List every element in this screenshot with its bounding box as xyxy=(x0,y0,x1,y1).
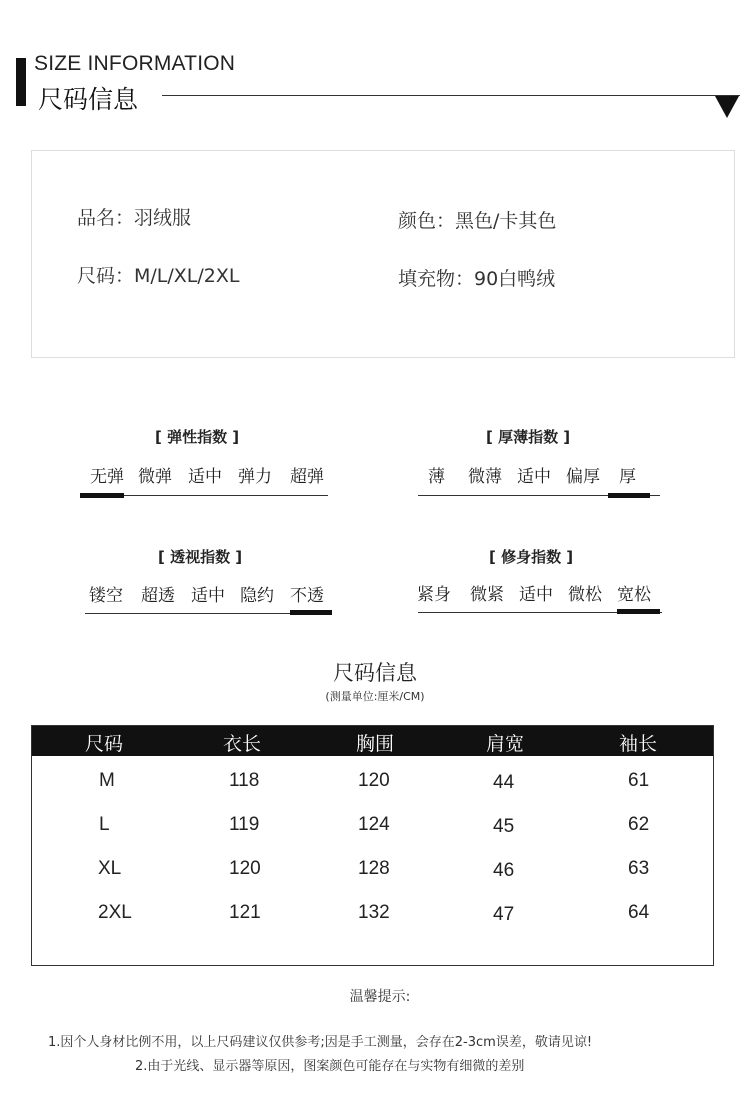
table-cell: 132 xyxy=(358,902,390,923)
table-cell: L xyxy=(99,814,110,835)
header-accent-bar xyxy=(16,58,26,106)
transparency-option: 隐约 xyxy=(240,586,274,606)
transparency-selected-marker xyxy=(290,610,332,615)
column-header: 胸围 xyxy=(356,733,395,755)
thickness-option: 偏厚 xyxy=(566,467,600,487)
fit-option: 宽松 xyxy=(617,585,651,605)
column-header: 衣长 xyxy=(223,733,262,755)
elasticity-option: 微弹 xyxy=(138,467,172,487)
elasticity-option: 适中 xyxy=(188,467,222,487)
table-cell: 44 xyxy=(493,772,515,793)
table-cell: 45 xyxy=(493,816,515,837)
table-cell: 64 xyxy=(628,902,650,923)
thickness-option: 微薄 xyxy=(468,467,502,487)
size-table-header xyxy=(32,726,713,756)
transparency-option: 适中 xyxy=(191,586,225,606)
elasticity-option: 超弹 xyxy=(290,467,324,487)
fit-option: 微松 xyxy=(568,585,602,605)
table-cell: 61 xyxy=(628,770,650,791)
table-cell: XL xyxy=(98,858,122,879)
thickness-selected-marker xyxy=(608,493,650,498)
info-filling: 填充物：90白鸭绒 xyxy=(398,268,556,290)
size-table xyxy=(31,725,714,966)
table-cell: 46 xyxy=(493,860,515,881)
size-table-unit: (测量单位:厘米/CM) xyxy=(325,690,425,703)
header-title-zh: 尺码信息 xyxy=(38,85,139,114)
elasticity-option: 弹力 xyxy=(238,467,272,487)
transparency-index-title: [ 透视指数 ] xyxy=(158,548,243,566)
fit-index-title: [ 修身指数 ] xyxy=(489,548,574,566)
table-cell: 2XL xyxy=(98,902,132,923)
elasticity-option: 无弹 xyxy=(90,467,124,487)
table-cell: 62 xyxy=(628,814,650,835)
size-table-title: 尺码信息 xyxy=(333,661,417,685)
table-cell: M xyxy=(99,770,115,791)
tip-line: 2.由于光线、显示器等原因，图案颜色可能存在与实物有细微的差别 xyxy=(135,1059,525,1074)
fit-option: 紧身 xyxy=(417,585,451,605)
fit-option: 微紧 xyxy=(470,585,504,605)
header-triangle-icon xyxy=(715,96,739,118)
product-info-box xyxy=(31,150,735,358)
column-header: 肩宽 xyxy=(486,733,525,755)
table-cell: 63 xyxy=(628,858,650,879)
transparency-option: 镂空 xyxy=(89,586,123,606)
thickness-option: 薄 xyxy=(428,467,445,487)
header-divider xyxy=(162,95,740,96)
transparency-option: 不透 xyxy=(290,586,324,606)
table-cell: 119 xyxy=(229,814,260,835)
tip-line: 1.因个人身材比例不用，以上尺码建议仅供参考;因是手工测量，会存在2-3cm误差，敬请见谅! xyxy=(48,1035,593,1050)
fit-option: 适中 xyxy=(519,585,553,605)
table-cell: 118 xyxy=(229,770,260,791)
thickness-option: 厚 xyxy=(619,467,636,487)
table-cell: 120 xyxy=(229,858,261,879)
table-cell: 124 xyxy=(358,814,390,835)
thickness-index-title: [ 厚薄指数 ] xyxy=(486,428,571,446)
thickness-option: 适中 xyxy=(517,467,551,487)
table-cell: 47 xyxy=(493,904,515,925)
transparency-option: 超透 xyxy=(141,586,175,606)
elasticity-selected-marker xyxy=(80,493,124,498)
info-size: 尺码：M/L/XL/2XL xyxy=(77,265,240,287)
tips-title: 温馨提示: xyxy=(349,989,411,1005)
elasticity-index-title: [ 弹性指数 ] xyxy=(155,428,240,446)
table-cell: 120 xyxy=(358,770,390,791)
column-header: 袖长 xyxy=(619,733,658,755)
table-cell: 128 xyxy=(358,858,390,879)
info-product-name: 品名：羽绒服 xyxy=(77,207,192,229)
column-header: 尺码 xyxy=(85,733,124,755)
fit-selected-marker xyxy=(617,609,660,614)
info-color: 颜色：黑色/卡其色 xyxy=(398,210,557,232)
table-cell: 121 xyxy=(229,902,261,923)
header-title-en: SIZE INFORMATION xyxy=(34,52,236,75)
